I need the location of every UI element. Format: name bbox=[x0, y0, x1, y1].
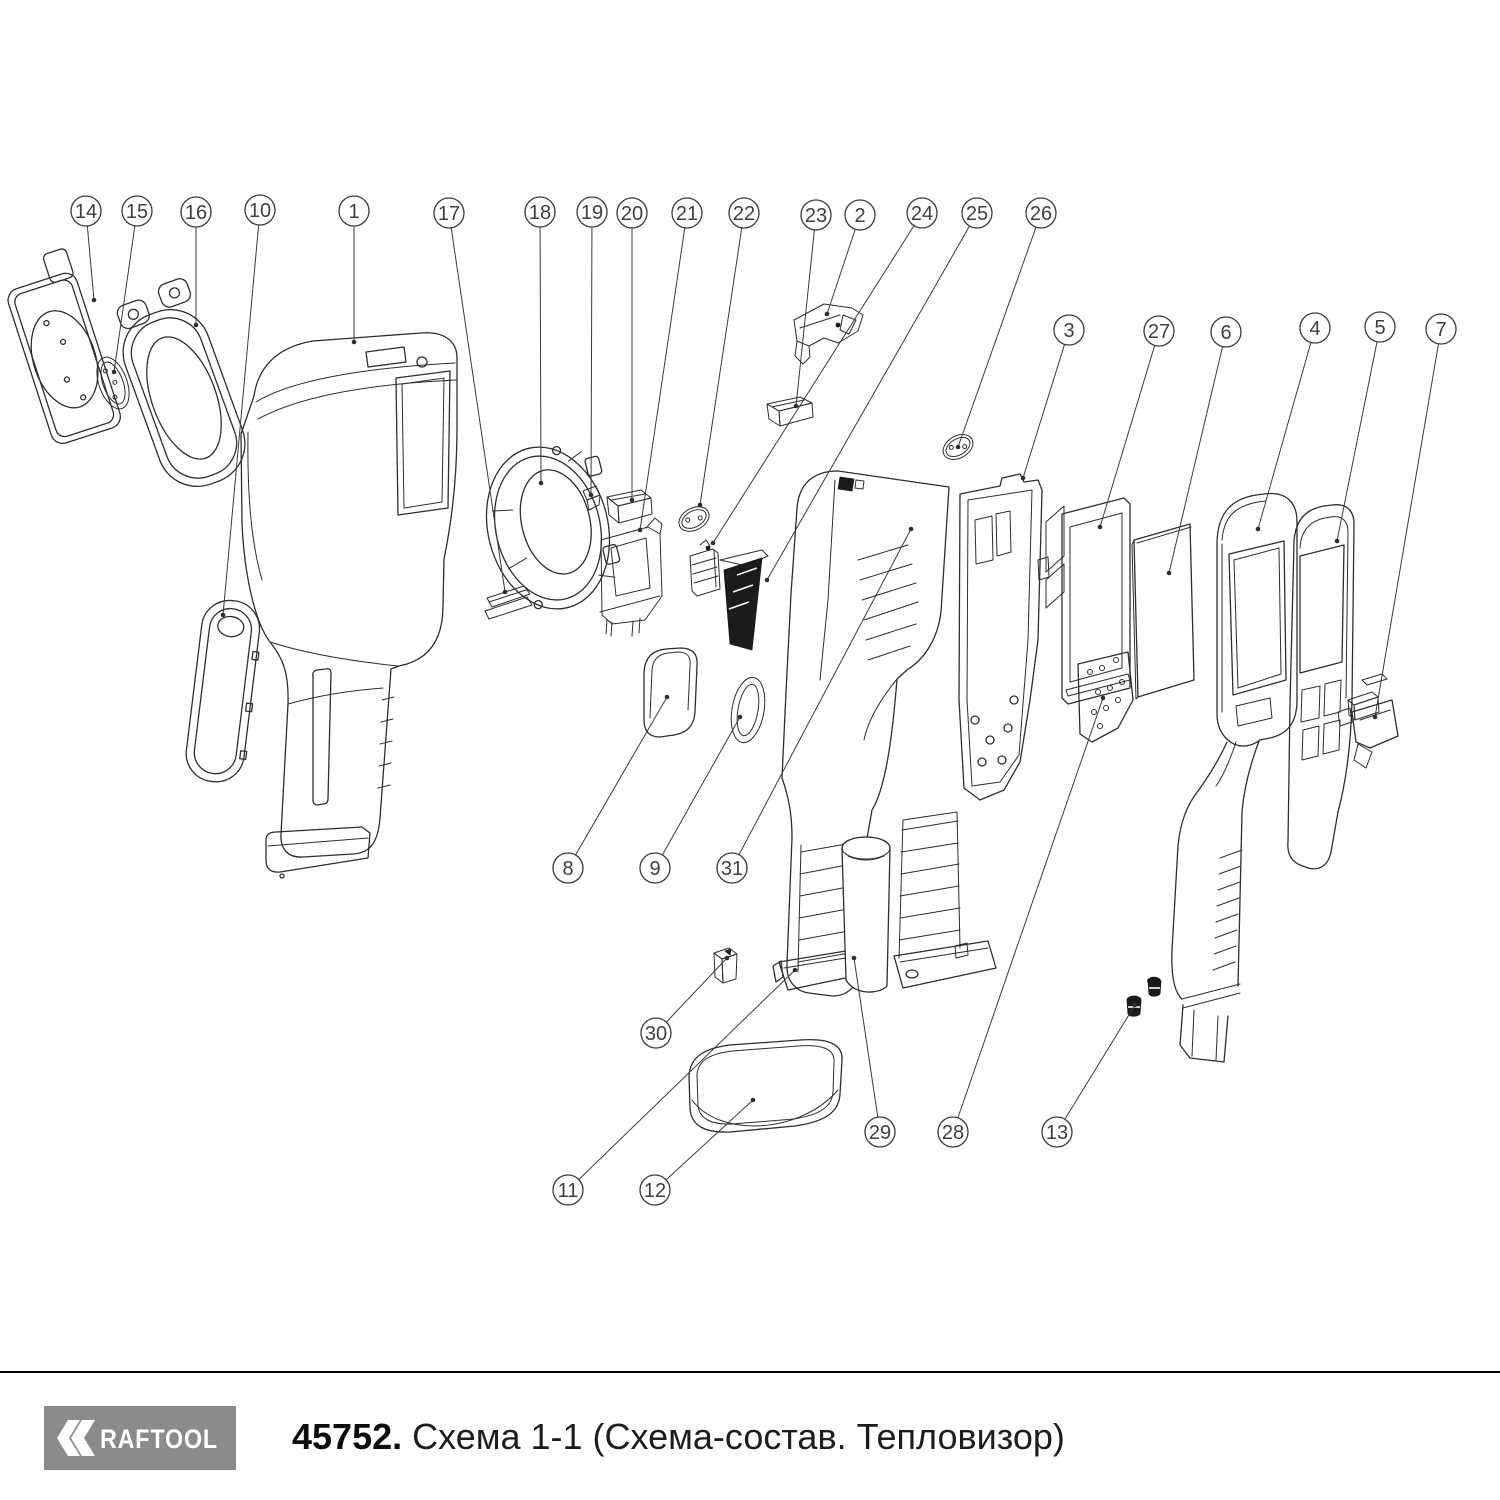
svg-text:28: 28 bbox=[941, 1122, 965, 1144]
callout-leader-11 bbox=[568, 970, 795, 1190]
callout-leader-2 bbox=[827, 215, 860, 314]
svg-text:21: 21 bbox=[675, 203, 699, 225]
brand-logo bbox=[44, 1406, 236, 1470]
svg-text:18: 18 bbox=[528, 202, 552, 224]
callout-leader-26 bbox=[958, 213, 1041, 447]
callout-target-dot-25 bbox=[765, 578, 770, 583]
svg-text:20: 20 bbox=[620, 203, 644, 225]
svg-text:17: 17 bbox=[437, 203, 461, 225]
callout-target-dot-19 bbox=[589, 493, 594, 498]
part-connector-stack bbox=[690, 540, 720, 596]
svg-text:8: 8 bbox=[562, 858, 574, 880]
callout-target-dot-29 bbox=[852, 956, 857, 961]
callout-target-dot-12 bbox=[751, 1098, 756, 1103]
svg-text:9: 9 bbox=[649, 858, 661, 880]
callout-29 bbox=[865, 1117, 895, 1147]
callout-bubbles bbox=[71, 195, 1456, 1205]
svg-text:1: 1 bbox=[348, 201, 360, 223]
svg-text:24: 24 bbox=[910, 203, 934, 225]
part-lcd-module bbox=[1046, 498, 1133, 742]
callout-16 bbox=[181, 197, 211, 227]
callout-leader-12 bbox=[655, 1100, 753, 1190]
svg-text:14: 14 bbox=[74, 201, 98, 223]
callout-6 bbox=[1211, 317, 1241, 347]
callout-target-dot-4 bbox=[1256, 527, 1261, 532]
callout-leader-8 bbox=[568, 697, 667, 868]
callout-leader-4 bbox=[1258, 328, 1315, 529]
callout-3 bbox=[1054, 315, 1084, 345]
callout-target-dot-23 bbox=[794, 404, 799, 409]
callout-target-dot-13 bbox=[1133, 1003, 1138, 1008]
callout-leader-27 bbox=[1100, 331, 1159, 527]
svg-text:2: 2 bbox=[854, 205, 866, 227]
callout-target-dot-7 bbox=[1373, 715, 1378, 720]
part-flex-cable bbox=[720, 550, 768, 650]
part-ring-pad bbox=[727, 675, 770, 746]
callout-target-dot-14 bbox=[92, 298, 97, 303]
callout-target-dot-17 bbox=[503, 590, 508, 595]
callout-target-dot-31 bbox=[909, 527, 914, 532]
svg-text:23: 23 bbox=[804, 205, 828, 227]
callout-target-dot-22 bbox=[698, 503, 703, 508]
svg-text:10: 10 bbox=[248, 200, 272, 222]
callout-leader-13 bbox=[1057, 1005, 1135, 1132]
callout-target-dot-1 bbox=[352, 340, 357, 345]
part-battery bbox=[842, 837, 890, 992]
part-rear-housing bbox=[1172, 494, 1297, 1062]
callout-target-dot-24 bbox=[711, 541, 716, 546]
part-button-block bbox=[714, 948, 737, 983]
part-connector-cluster bbox=[1338, 674, 1398, 768]
callout-target-dot-20 bbox=[630, 498, 635, 503]
callout-leader-5 bbox=[1337, 327, 1380, 541]
callout-23 bbox=[801, 200, 831, 230]
svg-text:25: 25 bbox=[965, 203, 989, 225]
svg-text:11: 11 bbox=[557, 1180, 579, 1202]
callout-13 bbox=[1042, 1117, 1072, 1147]
svg-text:26: 26 bbox=[1029, 203, 1053, 225]
callout-7 bbox=[1426, 314, 1456, 344]
callout-target-dot-30 bbox=[725, 956, 730, 961]
callout-21 bbox=[672, 198, 702, 228]
callout-target-dot-3 bbox=[1021, 476, 1026, 481]
callout-target-dot-28 bbox=[1101, 696, 1106, 701]
callout-9 bbox=[640, 853, 670, 883]
brand-text: RAFTOOL bbox=[100, 1424, 218, 1454]
callout-leader-9 bbox=[655, 717, 740, 868]
callout-31 bbox=[717, 853, 747, 883]
part-lens-cover-plate bbox=[0, 247, 123, 446]
svg-text:6: 6 bbox=[1220, 322, 1232, 344]
callout-12 bbox=[640, 1175, 670, 1205]
callout-10 bbox=[245, 195, 275, 225]
svg-text:31: 31 bbox=[720, 858, 744, 880]
callout-target-dot-21 bbox=[638, 528, 643, 533]
callout-4 bbox=[1300, 313, 1330, 343]
callout-leader-3 bbox=[1023, 330, 1069, 478]
callout-30 bbox=[641, 1018, 671, 1048]
callout-target-dot-5 bbox=[1335, 539, 1340, 544]
callout-18 bbox=[525, 197, 555, 227]
callout-19 bbox=[577, 197, 607, 227]
callout-leader-28 bbox=[953, 698, 1103, 1132]
callout-27 bbox=[1144, 316, 1174, 346]
svg-text:27: 27 bbox=[1147, 321, 1171, 343]
parts-layer bbox=[0, 247, 1398, 1132]
brand-logo-art bbox=[54, 1415, 226, 1461]
callout-target-dot-8 bbox=[665, 695, 670, 700]
callout-20 bbox=[617, 198, 647, 228]
callout-leader-10 bbox=[223, 210, 260, 615]
callout-8 bbox=[553, 853, 583, 883]
callout-leader-23 bbox=[796, 215, 816, 406]
callout-25 bbox=[962, 198, 992, 228]
svg-text:4: 4 bbox=[1309, 318, 1321, 340]
callout-11 bbox=[553, 1175, 583, 1205]
part-oval-plate bbox=[675, 502, 714, 536]
callout-target-dot-18 bbox=[539, 481, 544, 486]
callout-leader-21 bbox=[640, 213, 687, 530]
callout-leader-24 bbox=[713, 213, 922, 543]
svg-text:29: 29 bbox=[868, 1122, 892, 1144]
callout-22 bbox=[729, 198, 759, 228]
svg-text:30: 30 bbox=[644, 1023, 668, 1045]
callout-target-dot-26 bbox=[956, 445, 961, 450]
svg-text:15: 15 bbox=[125, 201, 149, 223]
callout-target-dot-16 bbox=[194, 323, 199, 328]
callout-2 bbox=[845, 200, 875, 230]
sheet-name: Схема 1-1 (Схема-состав. Тепловизор) bbox=[412, 1416, 1065, 1457]
callout-leader-25 bbox=[767, 213, 977, 580]
callout-28 bbox=[938, 1117, 968, 1147]
svg-text:22: 22 bbox=[732, 203, 756, 225]
part-protective-sheet bbox=[1132, 524, 1194, 699]
callout-target-dot-2 bbox=[825, 312, 830, 317]
part-side-grip-strip bbox=[183, 597, 265, 785]
callout-1 bbox=[339, 196, 369, 226]
part-lens-ring bbox=[470, 432, 632, 622]
callout-target-dot-15 bbox=[112, 370, 117, 375]
callout-26 bbox=[1026, 198, 1056, 228]
callout-24 bbox=[907, 198, 937, 228]
callout-target-dot-10 bbox=[221, 613, 226, 618]
callout-target-dot-6 bbox=[1167, 571, 1172, 576]
callout-5 bbox=[1365, 312, 1395, 342]
callout-leader-15 bbox=[114, 211, 137, 372]
callout-15 bbox=[122, 196, 152, 226]
callout-leader-19 bbox=[591, 212, 592, 495]
part-front-housing bbox=[241, 333, 457, 878]
svg-text:3: 3 bbox=[1063, 320, 1075, 342]
svg-text:19: 19 bbox=[580, 202, 604, 224]
part-lens-bezel bbox=[104, 276, 256, 498]
part-rear-bezel bbox=[1288, 505, 1354, 869]
footer-divider bbox=[0, 1371, 1500, 1373]
callout-17 bbox=[434, 198, 464, 228]
callout-leader-18 bbox=[540, 212, 541, 483]
svg-text:7: 7 bbox=[1435, 319, 1447, 341]
part-bottom-boot bbox=[689, 1040, 842, 1132]
svg-text:12: 12 bbox=[643, 1180, 667, 1202]
callout-target-dot-9 bbox=[738, 715, 743, 720]
callout-14 bbox=[71, 196, 101, 226]
svg-text:5: 5 bbox=[1374, 317, 1386, 339]
callout-leader-7 bbox=[1375, 329, 1441, 717]
svg-text:13: 13 bbox=[1045, 1122, 1069, 1144]
sheet-sku: 45752. bbox=[292, 1416, 403, 1457]
callout-target-dot-27 bbox=[1098, 525, 1103, 530]
callout-leader-22 bbox=[700, 213, 744, 505]
sheet-title bbox=[292, 1416, 1065, 1458]
callout-target-dot-11 bbox=[793, 968, 798, 973]
part-rear-inner-frame bbox=[894, 474, 1049, 988]
svg-text:16: 16 bbox=[184, 202, 208, 224]
part-lens-clip bbox=[485, 586, 532, 619]
